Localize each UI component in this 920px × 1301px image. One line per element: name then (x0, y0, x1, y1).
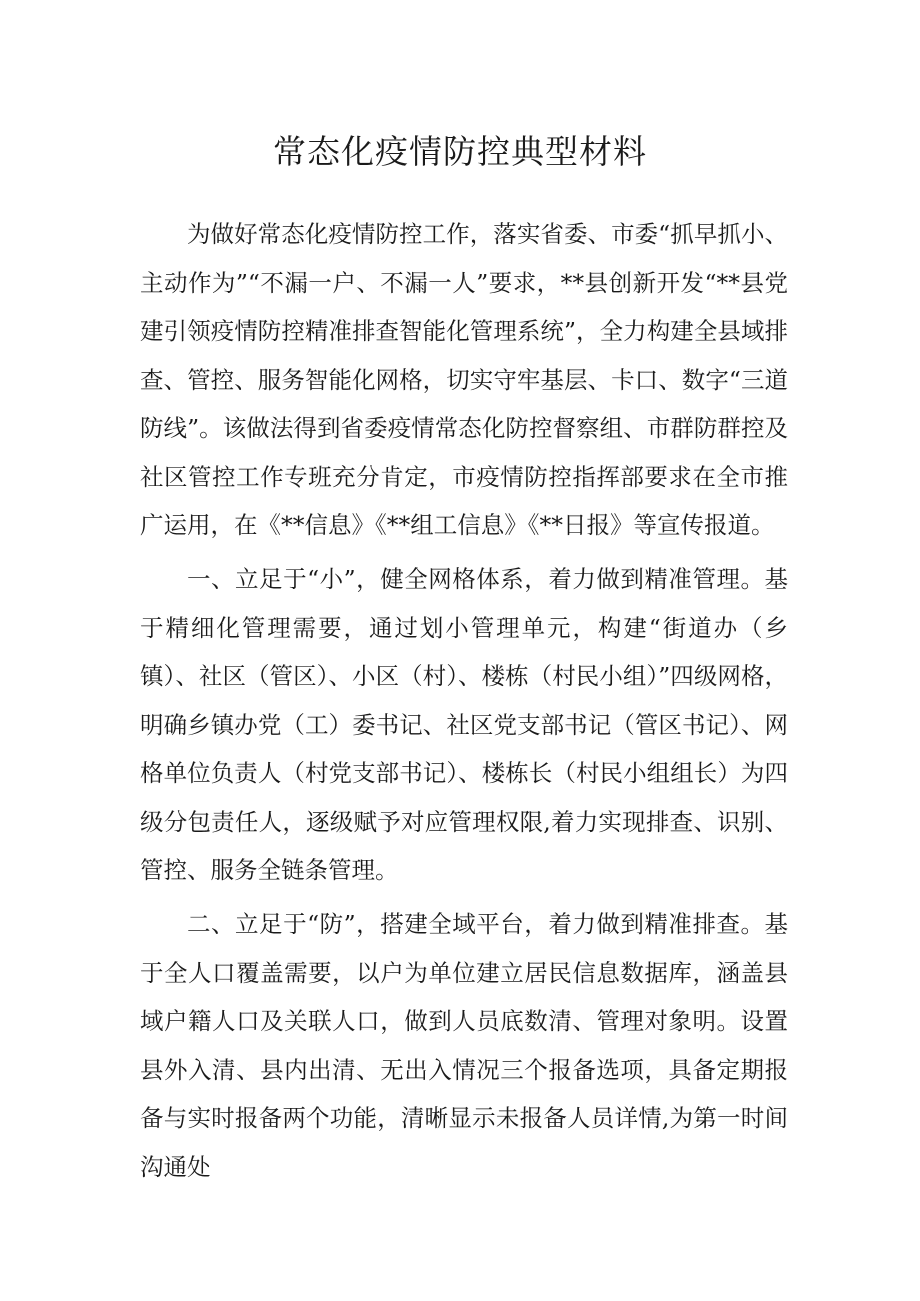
paragraph-section-2: 二、立足于“防”，搭建全域平台，着力做到精准排查。基于全人口覆盖需要，以户为单位建立居民信息数据库，涵盖县域户籍人口及关联人口，做到人员底数清、管理对象明。设置县外入清、县内出清、无出入情况三个报备选项，具备定期报备与实时报备两个功能，清晰显示未报备人员详情,为第一时间沟通处 (140, 910, 788, 1181)
paragraph-section-1: 一、立足于“小”，健全网格体系，着力做到精准管理。基于精细化管理需要，通过划小管理单元，构建“街道办（乡镇）、社区（管区）、小区（村）、楼栋（村民小组）”四级网格，明确乡镇办党（工）委书记、社区党支部书记（管区书记）、网格单位负责人（村党支部书记）、楼栋长（村民小组组长）为四级分包责任人，逐级赋予对应管理权限,着力实现排查、识别、管控、服务全链条管理。 (140, 565, 788, 884)
paragraph-intro: 为做好常态化疫情防控工作，落实省委、市委“抓早抓小、主动作为”“不漏一户、不漏一人”要求，**县创新开发“**县党建引领疫情防控精准排查智能化管理系统”，全力构建全县域排查、管控、服务智能化网格，切实守牢基层、卡口、数字“三道防线”。该做法得到省委疫情常态化防控督察组、市群防群控及社区管控工作专班充分肯定，市疫情防控指挥部要求在全市推广运用，在《**信息》《**组工信息》《**日报》等宣传报道。 (140, 220, 788, 539)
document-title: 常态化疫情防控典型材料 (273, 132, 647, 171)
